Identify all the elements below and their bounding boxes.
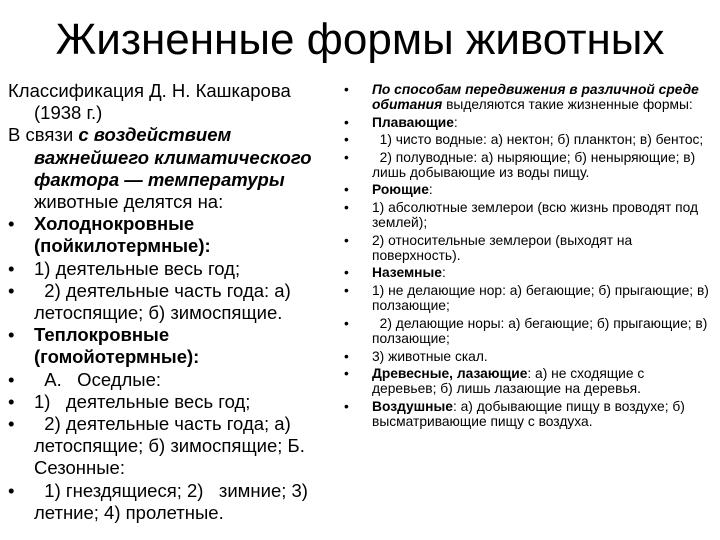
bullet-text: 2) полуводные: а) ныряющие; б) неныряющие; в) лишь добывающие из воды пищу.	[372, 149, 700, 181]
bullet-marker: •	[344, 149, 349, 165]
bullet-marker: •	[8, 368, 15, 390]
left-list-item	[8, 413, 328, 480]
temperature-intro	[8, 124, 328, 213]
bullet-text: 1) деятельные весь год;	[34, 257, 241, 279]
movement-intro-emphasis: По способам передвижения в различной среде обитания	[372, 82, 699, 113]
movement-intro-text: выделяются такие жизненные формы:	[442, 97, 693, 113]
left-bullet-list	[8, 213, 328, 524]
bullet-text: 1) не делающие нор: а) бегающие; б) прыгающие; в) ползающие;	[372, 282, 713, 314]
left-list-item	[8, 324, 328, 368]
bullet-text: 2) делающие норы: а) бегающие; б) прыгающие; в) ползающие;	[372, 315, 712, 347]
bullet-marker: •	[344, 232, 349, 248]
right-column	[336, 82, 712, 432]
bullet-text: :	[441, 265, 446, 281]
bullet-text: 2) деятельные часть года: а) летоспящие; б) зимоспящие.	[34, 279, 296, 324]
right-bullet-list	[336, 115, 712, 430]
bullet-text: 1) гнездящиеся; 2) зимние; 3) летние; 4) пролетные.	[34, 479, 314, 523]
bullet-marker: •	[8, 213, 15, 235]
bullet-text: : а) не сходящие с деревьев; б) лишь лазающие на деревья.	[372, 365, 649, 397]
bullet-marker: •	[8, 390, 15, 412]
bullet-heading: Воздушные	[372, 398, 453, 414]
left-list-item	[8, 480, 328, 524]
right-list-item	[336, 399, 712, 430]
right-list-item	[336, 316, 712, 347]
bullet-heading: Древесные, лазающие	[372, 365, 528, 381]
right-list-item	[336, 349, 712, 364]
bullet-marker: •	[344, 365, 349, 381]
right-list-item	[336, 265, 712, 280]
bullet-marker: •	[8, 279, 15, 301]
bullet-marker: •	[344, 199, 349, 215]
right-list-item	[336, 132, 712, 147]
bullet-heading: Холоднокровные (пойкилотермные):	[34, 213, 211, 257]
left-list-item	[8, 369, 328, 391]
left-list-item	[8, 258, 328, 280]
bullet-marker: •	[8, 324, 15, 346]
bullet-text: : а) добывающие пищу в воздухе; б) высматривающие пищу с воздуха.	[372, 398, 689, 430]
bullet-marker: •	[344, 132, 349, 148]
bullet-marker: •	[8, 257, 15, 279]
right-list-item	[336, 200, 712, 231]
left-list-item	[8, 391, 328, 413]
bullet-marker: •	[344, 398, 349, 414]
bullet-heading: Наземные	[372, 265, 442, 281]
movement-intro	[336, 82, 712, 113]
bullet-marker: •	[8, 413, 15, 435]
bullet-text: 1) абсолютные землерои (всю жизнь проводят под землей);	[372, 199, 702, 231]
right-list-item	[336, 233, 712, 264]
bullet-text: 2) деятельные часть года; а) летоспящие; б) зимоспящие; Б. Сезонные:	[34, 413, 310, 479]
bullet-heading: Роющие	[372, 182, 429, 198]
bullet-marker: •	[344, 182, 349, 198]
intro-text-c: животные делятся на:	[34, 191, 224, 213]
classification-source: Классификация Д. Н. Кашкарова (1938 г.)	[8, 80, 291, 124]
bullet-heading: Плавающие	[372, 114, 454, 130]
bullet-text: 1) чисто водные: а) нектон; б) планктон; в) бентос;	[372, 132, 704, 148]
right-list-item	[336, 182, 712, 197]
bullet-text: :	[453, 114, 458, 130]
bullet-heading: Теплокровные (гомойотермные):	[34, 324, 200, 368]
left-list-item	[8, 213, 328, 257]
slide-title: Жизненные формы животных	[55, 15, 665, 64]
intro-emphasis: с воздействием важнейшего климатического фактора — температуры	[34, 124, 312, 190]
right-list-item	[336, 115, 712, 130]
intro-text-a: В связи	[8, 124, 79, 146]
bullet-marker: •	[344, 348, 349, 364]
bullet-text: А. Оседлые:	[34, 368, 162, 390]
bullet-marker: •	[344, 82, 349, 97]
bullet-marker: •	[8, 479, 15, 501]
bullet-text: :	[428, 182, 433, 198]
right-list-item	[336, 283, 712, 314]
bullet-marker: •	[344, 315, 349, 331]
right-list-item	[336, 150, 712, 181]
bullet-text: 2) относительные землерои (выходят на поверхность).	[372, 232, 637, 264]
right-list-item	[336, 366, 712, 397]
left-column	[8, 80, 328, 524]
bullet-marker: •	[344, 282, 349, 298]
bullet-marker: •	[344, 114, 349, 130]
bullet-marker: •	[344, 265, 349, 281]
left-list-item	[8, 280, 328, 324]
bullet-text: 3) животные скал.	[372, 348, 488, 364]
bullet-text: 1) деятельные весь год;	[34, 390, 251, 412]
